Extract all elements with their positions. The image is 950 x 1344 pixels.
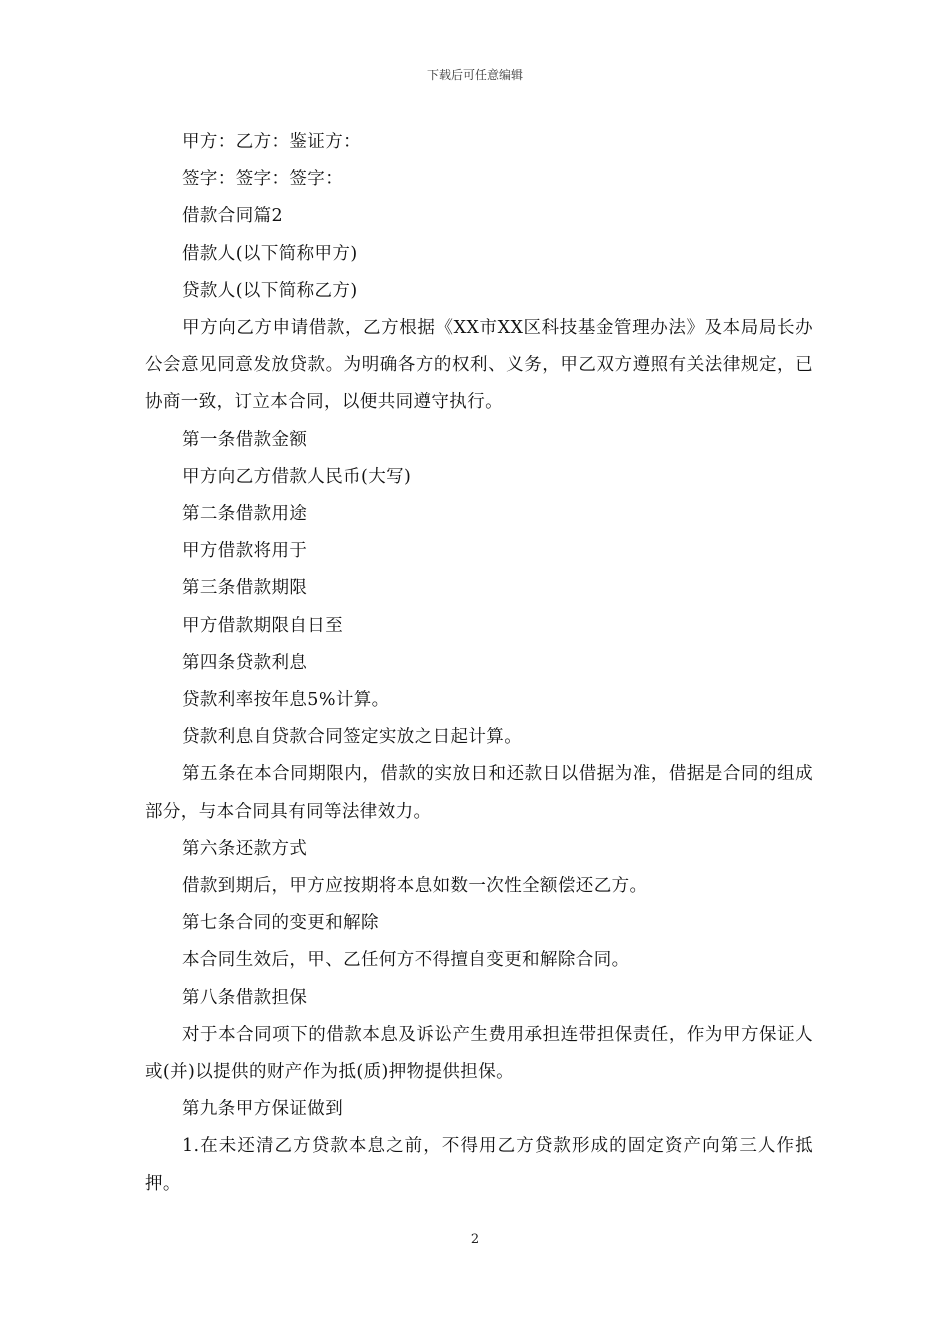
article-7-heading: 第七条合同的变更和解除: [182, 913, 379, 934]
article-6-text: 借款到期后，甲方应按期将本息如数一次性全额偿还乙方。: [182, 876, 648, 897]
article-8-text: 对于本合同项下的借款本息及诉讼产生费用承担连带担保责任，作为甲方保证人或(并)以提供的财产作为抵(质)押物提供担保。: [145, 1024, 813, 1083]
article-5-paragraph: 第五条在本合同期限内，借款的实放日和还款日以借据为准，借据是合同的组成部分，与本合同具有同等法律效力。: [145, 764, 813, 822]
signature-line: 签字：签字：签字：: [182, 169, 344, 190]
signatory-parties-line: 甲方：乙方：鉴证方：: [182, 132, 361, 152]
page-number: 2: [470, 1232, 480, 1247]
article-7-text: 本合同生效后，甲、乙任何方不得擅自变更和解除合同。: [182, 950, 630, 971]
article-4-start-text: 贷款利息自贷款合同签定实放之日起计算。: [182, 727, 523, 748]
article-3-heading: 第三条借款期限: [182, 578, 308, 599]
document-body: [145, 124, 813, 1203]
lender-line: 贷款人(以下简称乙方): [182, 280, 358, 301]
article-9-item-1: 1.在未还清乙方贷款本息之前，不得用乙方贷款形成的固定资产向第三人作抵押。: [145, 1136, 813, 1194]
borrower-line: 借款人(以下简称甲方): [182, 243, 358, 264]
article-1-heading: 第一条借款金额: [182, 429, 308, 450]
article-4-rate-text: 贷款利率按年息5%计算。: [182, 690, 390, 711]
preamble-paragraph: 甲方向乙方申请借款，乙方根据《XX市XX区科技基金管理办法》及本局局长办公会意见同意发放贷款。为明确各方的权利、义务，甲乙双方遵照有关法律规定，已协商一致，订立本合同，以便共同遵守执行。: [145, 318, 813, 413]
article-8-heading: 第八条借款担保: [182, 987, 308, 1008]
contract-section-title: 借款合同篇2: [182, 206, 284, 227]
article-3-text: 甲方借款期限自日至: [182, 615, 344, 636]
article-9-heading: 第九条甲方保证做到: [182, 1099, 344, 1120]
article-2-heading: 第二条借款用途: [182, 504, 308, 525]
page-header: 下载后可任意编辑: [426, 68, 523, 82]
article-6-heading: 第六条还款方式: [182, 838, 308, 859]
article-1-text: 甲方向乙方借款人民币(大写): [182, 466, 412, 487]
article-2-text: 甲方借款将用于: [182, 541, 308, 562]
article-4-heading: 第四条贷款利息: [182, 652, 308, 673]
